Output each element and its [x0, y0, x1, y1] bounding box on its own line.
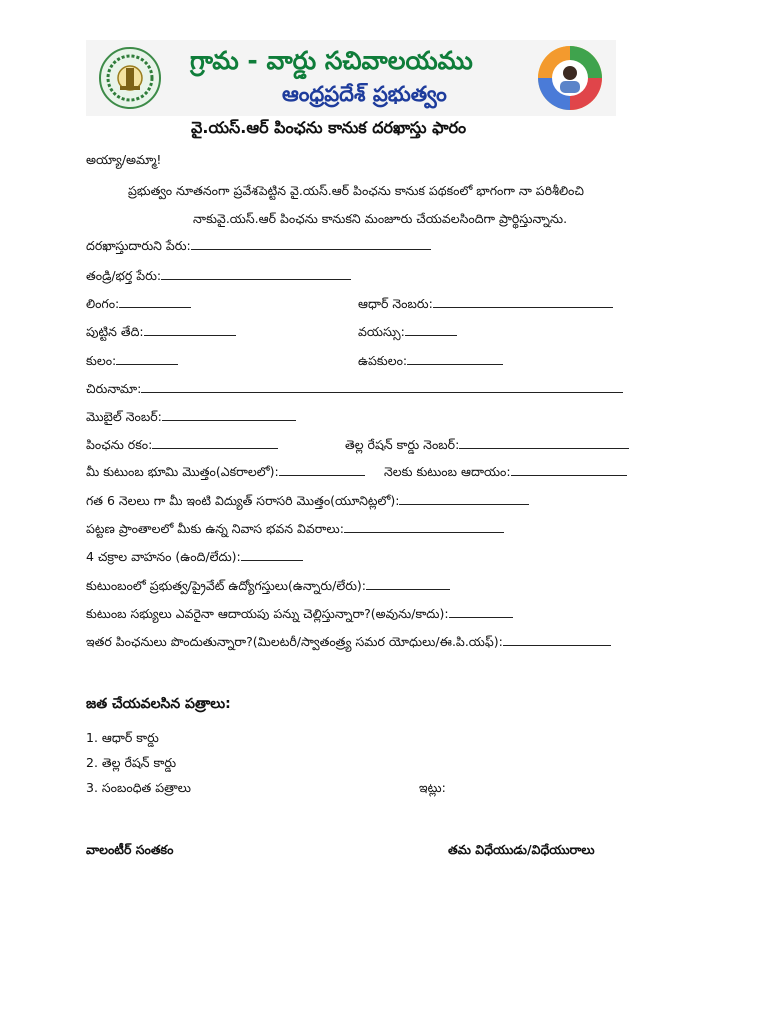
sub-caste-blank[interactable]: [407, 353, 503, 365]
field-label: 4 చక్రాల వాహనం (ఉంది/లేదు):: [86, 549, 241, 564]
intro-line-1: ప్రభుత్వం నూతనంగా ప్రవేశపెట్టిన వై.యస్.ఆర్ పింఛను కానుక పథకంలో భాగంగా నా పరిశీలించి: [128, 183, 584, 198]
field-label: పింఛను రకం:: [86, 437, 153, 452]
field-label: వయస్సు:: [358, 324, 405, 339]
applicant-name-blank[interactable]: [191, 238, 431, 250]
mobile-number-blank[interactable]: [162, 409, 296, 421]
urban-property-blank[interactable]: [344, 521, 504, 533]
govt-private-employee-blank[interactable]: [366, 578, 450, 590]
monthly-income-blank[interactable]: [511, 464, 627, 476]
field-label: నెలకు కుటుంబ ఆదాయం:: [384, 464, 511, 479]
pension-type-blank[interactable]: [152, 437, 278, 449]
field-label: దరఖాస్తుదారుని పేరు:: [86, 238, 191, 253]
field-income-tax: [86, 606, 513, 625]
field-address: [86, 381, 623, 400]
field-family-land: [86, 464, 365, 483]
white-ration-card-blank[interactable]: [459, 437, 629, 449]
four-wheeler-blank[interactable]: [241, 549, 303, 561]
other-pensions-blank[interactable]: [503, 634, 611, 646]
field-white-ration-card: [345, 437, 629, 456]
field-label: ఉపకులం:: [358, 353, 408, 368]
field-aadhaar-number: [358, 296, 613, 315]
field-four-wheeler: [86, 549, 303, 568]
form-title: వై.యస్.ఆర్ పింఛను కానుక దరఖాస్తు ఫారం: [191, 118, 467, 137]
field-caste: [86, 353, 178, 372]
field-applicant-name: [86, 238, 431, 257]
aadhaar-number-blank[interactable]: [433, 296, 613, 308]
family-land-blank[interactable]: [279, 464, 365, 476]
field-father-husband-name: [86, 268, 351, 287]
field-gender: [86, 296, 191, 315]
intro-line-2: నాకువై.యస్.ఆర్ పింఛను కానుకని మంజూరు చేయవలసిందిగా ప్రార్థిస్తున్నాను.: [193, 211, 568, 226]
field-label: కుటుంబ సభ్యులు ఎవరైనా ఆదాయపు పన్ను చెల్లిస్తున్నారా?(అవును/కాదు):: [86, 606, 449, 621]
field-monthly-income: [384, 464, 627, 483]
caste-blank[interactable]: [116, 353, 178, 365]
field-urban-property: [86, 521, 504, 540]
field-label: పుట్టిన తేది:: [86, 324, 144, 339]
field-label: ఆధార్ నెంబరు:: [358, 296, 433, 311]
field-pension-type: [86, 437, 278, 456]
navaratnalu-logo-icon: [532, 44, 608, 112]
field-label: కుటుంబంలో ప్రభుత్వ/ప్రైవేట్ ఉద్యోగస్తులు(ఉన్నారు/లేరు):: [86, 578, 367, 593]
applicant-signature-label: తమ విధేయుడు/విధేయురాలు: [448, 842, 595, 857]
signoff-label: ఇట్లు:: [419, 780, 446, 795]
field-sub-caste: [358, 353, 503, 372]
age-blank[interactable]: [405, 324, 457, 336]
field-age: [358, 324, 457, 343]
field-label: మీ కుటుంబ భూమి మొత్తం(ఎకరాలలో):: [86, 464, 279, 479]
header-title-ap-government: ఆంధ్రప్రదేశ్ ప్రభుత్వం: [282, 82, 447, 106]
field-label: తండ్రి/భర్త పేరు:: [86, 268, 162, 283]
document-item-related-documents: 3. సంబంధిత పత్రాలు: [86, 780, 191, 795]
field-label: మొబైల్ నెంబర్:: [86, 409, 162, 424]
field-label: చిరునామా:: [86, 381, 142, 396]
electricity-usage-blank[interactable]: [399, 493, 529, 505]
field-label: గత 6 నెలలు గా మీ ఇంటి విద్యుత్ సరాసరి మొత్తం(యూనిట్లలో):: [86, 493, 400, 508]
address-blank[interactable]: [141, 381, 623, 393]
field-label: పట్టణ ప్రాంతాలలో మీకు ఉన్న నివాస భవన వివరాలు:: [86, 521, 344, 536]
document-item-aadhaar: 1. ఆధార్ కార్డు: [86, 730, 159, 745]
volunteer-signature-label: వాలంటీర్ సంతకం: [86, 842, 174, 857]
field-date-of-birth: [86, 324, 236, 343]
header-title-village-ward-secretariat: గ్రామ - వార్డు సచివాలయము: [190, 46, 473, 75]
field-label: కులం:: [86, 353, 117, 368]
field-govt-private-employee: [86, 578, 450, 597]
field-mobile-number: [86, 409, 296, 428]
field-label: ఇతర పింఛనులు పొందుతున్నారా?(మిలటరీ/స్వాతంత్ర్య సమర యోధులు/ఈ.పి.యఫ్):: [86, 634, 503, 649]
field-electricity-usage: [86, 493, 529, 512]
field-label: తెల్ల రేషన్ కార్డు నెంబర్:: [345, 437, 460, 452]
salutation: అయ్యా/అమ్మా!: [86, 152, 162, 167]
field-label: లింగం:: [86, 296, 120, 311]
father-husband-name-blank[interactable]: [161, 268, 351, 280]
date-of-birth-blank[interactable]: [144, 324, 236, 336]
documents-heading: జత చేయవలసిన పత్రాలు:: [86, 696, 231, 712]
income-tax-blank[interactable]: [449, 606, 513, 618]
document-item-ration-card: 2. తెల్ల రేషన్ కార్డు: [86, 755, 177, 770]
ap-state-emblem-icon: [92, 46, 168, 110]
gender-blank[interactable]: [119, 296, 191, 308]
field-other-pensions: [86, 634, 611, 653]
